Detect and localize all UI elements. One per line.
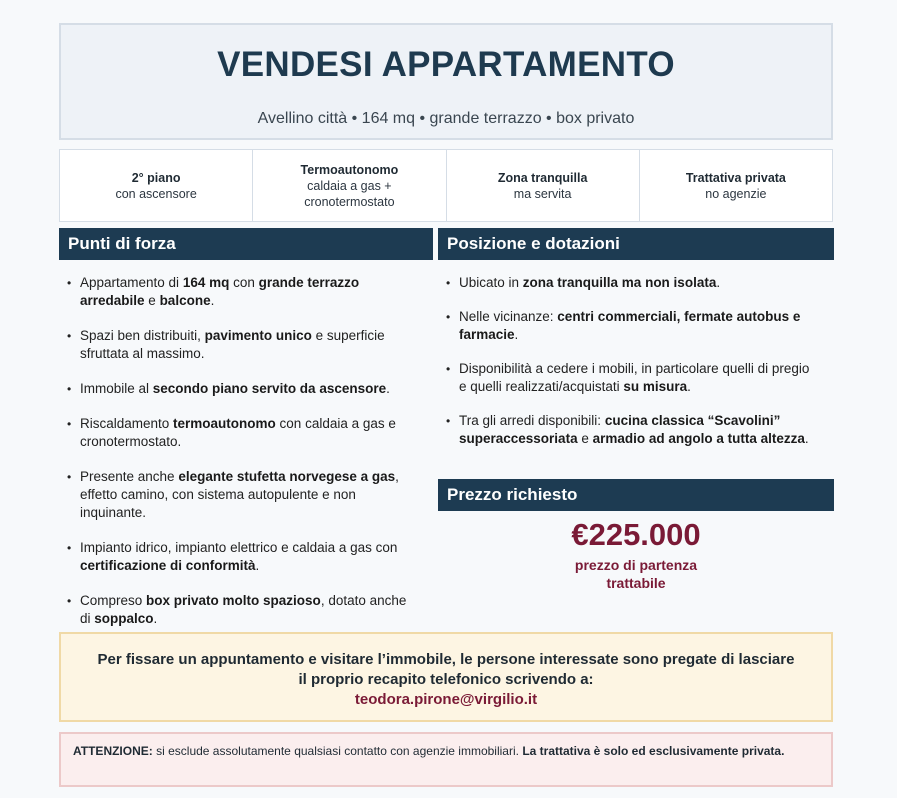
list-item-text: Impianto idrico, impianto elettrico e caldaia a gas con	[80, 540, 398, 555]
list-item-bold-text: termoautonomo	[173, 416, 276, 431]
list-item-text: .	[804, 431, 809, 446]
list-item-bold-text: zona tranquilla ma non isolata	[522, 275, 717, 290]
list-item-bold-text: armadio ad angolo a tutta altezza	[592, 431, 805, 446]
feature-title: Termoautonomo	[300, 162, 399, 177]
price-section	[438, 479, 834, 511]
list-item	[438, 360, 810, 396]
list-item-text: .	[153, 611, 158, 626]
strengths-heading: Punti di forza	[59, 228, 433, 260]
feature-floor	[60, 150, 253, 221]
contact-email-link[interactable]: teodora.pirone@virgilio.it	[354, 691, 538, 708]
list-item	[59, 415, 409, 451]
list-item-text: Compreso	[80, 593, 147, 608]
list-item-bold-text: cucina classica “Scavolini” superaccessoriata	[459, 413, 781, 446]
list-item	[59, 539, 409, 575]
list-item-text: Disponibilità a cedere i mobili, in particolare quelli di pregio e quelli realizzati/acquistati	[459, 361, 810, 394]
list-item-text: Immobile al	[80, 381, 153, 396]
list-item-text: .	[210, 293, 215, 308]
list-item	[59, 468, 409, 522]
warning-label: ATTENZIONE:	[73, 744, 153, 758]
list-item-text: Appartamento di	[80, 275, 183, 290]
feature-title: Zona tranquilla	[497, 170, 588, 185]
list-item-text: con caldaia a gas e cronotermostato.	[80, 416, 396, 449]
list-item-bold-text: balcone	[159, 293, 211, 308]
list-item	[438, 412, 810, 448]
contact-line1: Per fissare un appuntamento e visitare l’immobile, le persone interessate sono pregate di lasciare	[97, 651, 795, 668]
warning-box	[59, 732, 833, 787]
contact-line2: il proprio recapito telefonico scrivendo a:	[298, 671, 594, 688]
list-item-text: , dotato anche di	[80, 593, 407, 626]
feature-desc: no agenzie	[705, 186, 767, 201]
list-item	[438, 274, 810, 292]
price-heading: Prezzo richiesto	[438, 479, 834, 511]
list-item-text: Spazi ben distribuiti,	[80, 328, 205, 343]
list-item-bold-text: grande terrazzo arredabile	[80, 275, 360, 308]
list-item-text: con	[229, 275, 259, 290]
page-subtitle: Avellino città • 164 mq • grande terrazzo • box privato	[257, 110, 635, 127]
list-item	[59, 592, 409, 628]
list-item-bold-text: soppalco	[94, 611, 154, 626]
price-block	[438, 518, 834, 592]
list-item-text: e	[144, 293, 160, 308]
price-note	[438, 556, 834, 592]
list-item-text: .	[514, 327, 519, 342]
warning-bold-text: La trattativa è solo ed esclusivamente privata.	[522, 744, 785, 758]
list-item-text: e superficie sfruttata al massimo.	[80, 328, 385, 361]
list-item	[59, 327, 409, 363]
list-item-bold-text: secondo piano servito da ascensore	[152, 381, 387, 396]
contact-box	[59, 632, 833, 722]
feature-negotiation	[640, 150, 832, 221]
list-item-text: Riscaldamento	[80, 416, 174, 431]
list-item-text: .	[716, 275, 721, 290]
warning-text: si esclude assolutamente qualsiasi contatto con agenzie immobiliari.	[152, 744, 523, 758]
list-item-bold-text: pavimento unico	[204, 328, 312, 343]
header-card	[59, 23, 833, 140]
list-item-bold-text: box privato molto spazioso	[146, 593, 321, 608]
list-item-text: .	[687, 379, 691, 394]
list-item-bold-text: certificazione di conformità	[80, 558, 256, 573]
price-note-line1: prezzo di partenza	[574, 557, 698, 573]
feature-desc: caldaia a gas + cronotermostato	[304, 178, 395, 209]
list-item-bold-text: elegante stufetta norvegese a gas	[178, 469, 396, 484]
list-item-bold-text: su misura	[623, 379, 688, 394]
list-item	[59, 274, 409, 310]
location-section	[438, 228, 834, 464]
list-item	[59, 380, 409, 398]
feature-zone	[447, 150, 640, 221]
price-amount: €225.000	[571, 517, 701, 552]
list-item	[438, 308, 810, 344]
feature-desc: ma servita	[513, 186, 572, 201]
list-item-text: .	[255, 558, 260, 573]
strengths-list	[59, 274, 409, 628]
list-item-text: Ubicato in	[459, 275, 523, 290]
list-item-text: e	[577, 431, 593, 446]
list-item-bold-text: centri commerciali, fermate autobus e farmacie	[459, 309, 801, 342]
features-row	[59, 149, 833, 222]
price-note-line2: trattabile	[606, 575, 666, 591]
feature-title: 2° piano	[131, 170, 181, 185]
list-item-bold-text: 164 mq	[182, 275, 230, 290]
feature-desc: con ascensore	[115, 186, 197, 201]
location-list	[438, 274, 810, 448]
feature-title: Trattativa privata	[685, 170, 786, 185]
feature-heating	[253, 150, 446, 221]
location-heading: Posizione e dotazioni	[438, 228, 834, 260]
list-item-text: , effetto camino, con sistema autopulente e non inquinante.	[80, 469, 399, 520]
list-item-text: .	[386, 381, 390, 396]
list-item-text: Tra gli arredi disponibili:	[459, 413, 605, 428]
strengths-section	[59, 228, 433, 645]
page-title: VENDESI APPARTAMENTO	[217, 45, 675, 84]
list-item-text: Nelle vicinanze:	[459, 309, 558, 324]
list-item-text: Presente anche	[80, 469, 179, 484]
